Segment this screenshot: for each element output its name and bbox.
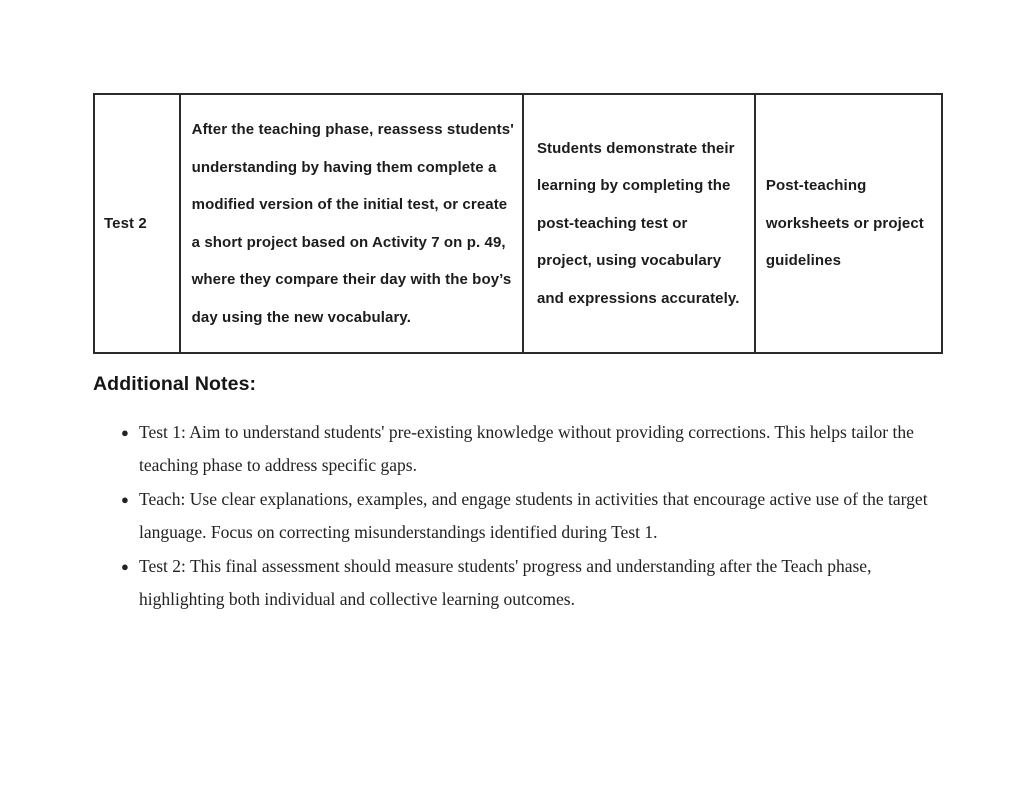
row-label-text: Test 2 [104, 214, 147, 232]
additional-notes-list [121, 416, 939, 616]
table-cell-materials [756, 95, 941, 352]
table-cell-row-label [95, 95, 181, 352]
lesson-plan-table [93, 93, 943, 354]
note-text: Test 1: Aim to understand students' pre-existing knowledge without providing corrections. This helps tailor the teaching phase to address specific gaps. [139, 422, 914, 476]
outcome-text: Students demonstrate their learning by completing the post-teaching test or project, using vocabulary and expressions accurately. [536, 139, 740, 307]
bullet-icon: ● [121, 425, 129, 440]
additional-notes-heading: Additional Notes: [93, 373, 257, 395]
note-text: Teach: Use clear explanations, examples, and engage students in activities that encourage active use of the target language. Focus on correcting misunderstandings identified during Test 1. [139, 488, 928, 543]
bullet-icon: ● [121, 558, 129, 574]
list-item [121, 483, 939, 550]
activity-text: After the teaching phase, reassess students' understanding by having them complete a modified version of the initial test, or create a short project based on Activity 7 on p. 49, where they compare their day with the boy’s day using the new vocabulary. [191, 121, 514, 326]
table-cell-outcome [524, 95, 756, 352]
note-text: Test 2: This final assessment should measure students' progress and understanding after the Teach phase, highlighting both individual and collective learning outcomes. [139, 555, 872, 610]
list-item [121, 550, 939, 617]
list-item [121, 416, 939, 483]
table-cell-activity [181, 95, 524, 352]
materials-text: Post-teaching worksheets or project guidelines [765, 177, 924, 270]
bullet-icon: ● [121, 491, 129, 507]
